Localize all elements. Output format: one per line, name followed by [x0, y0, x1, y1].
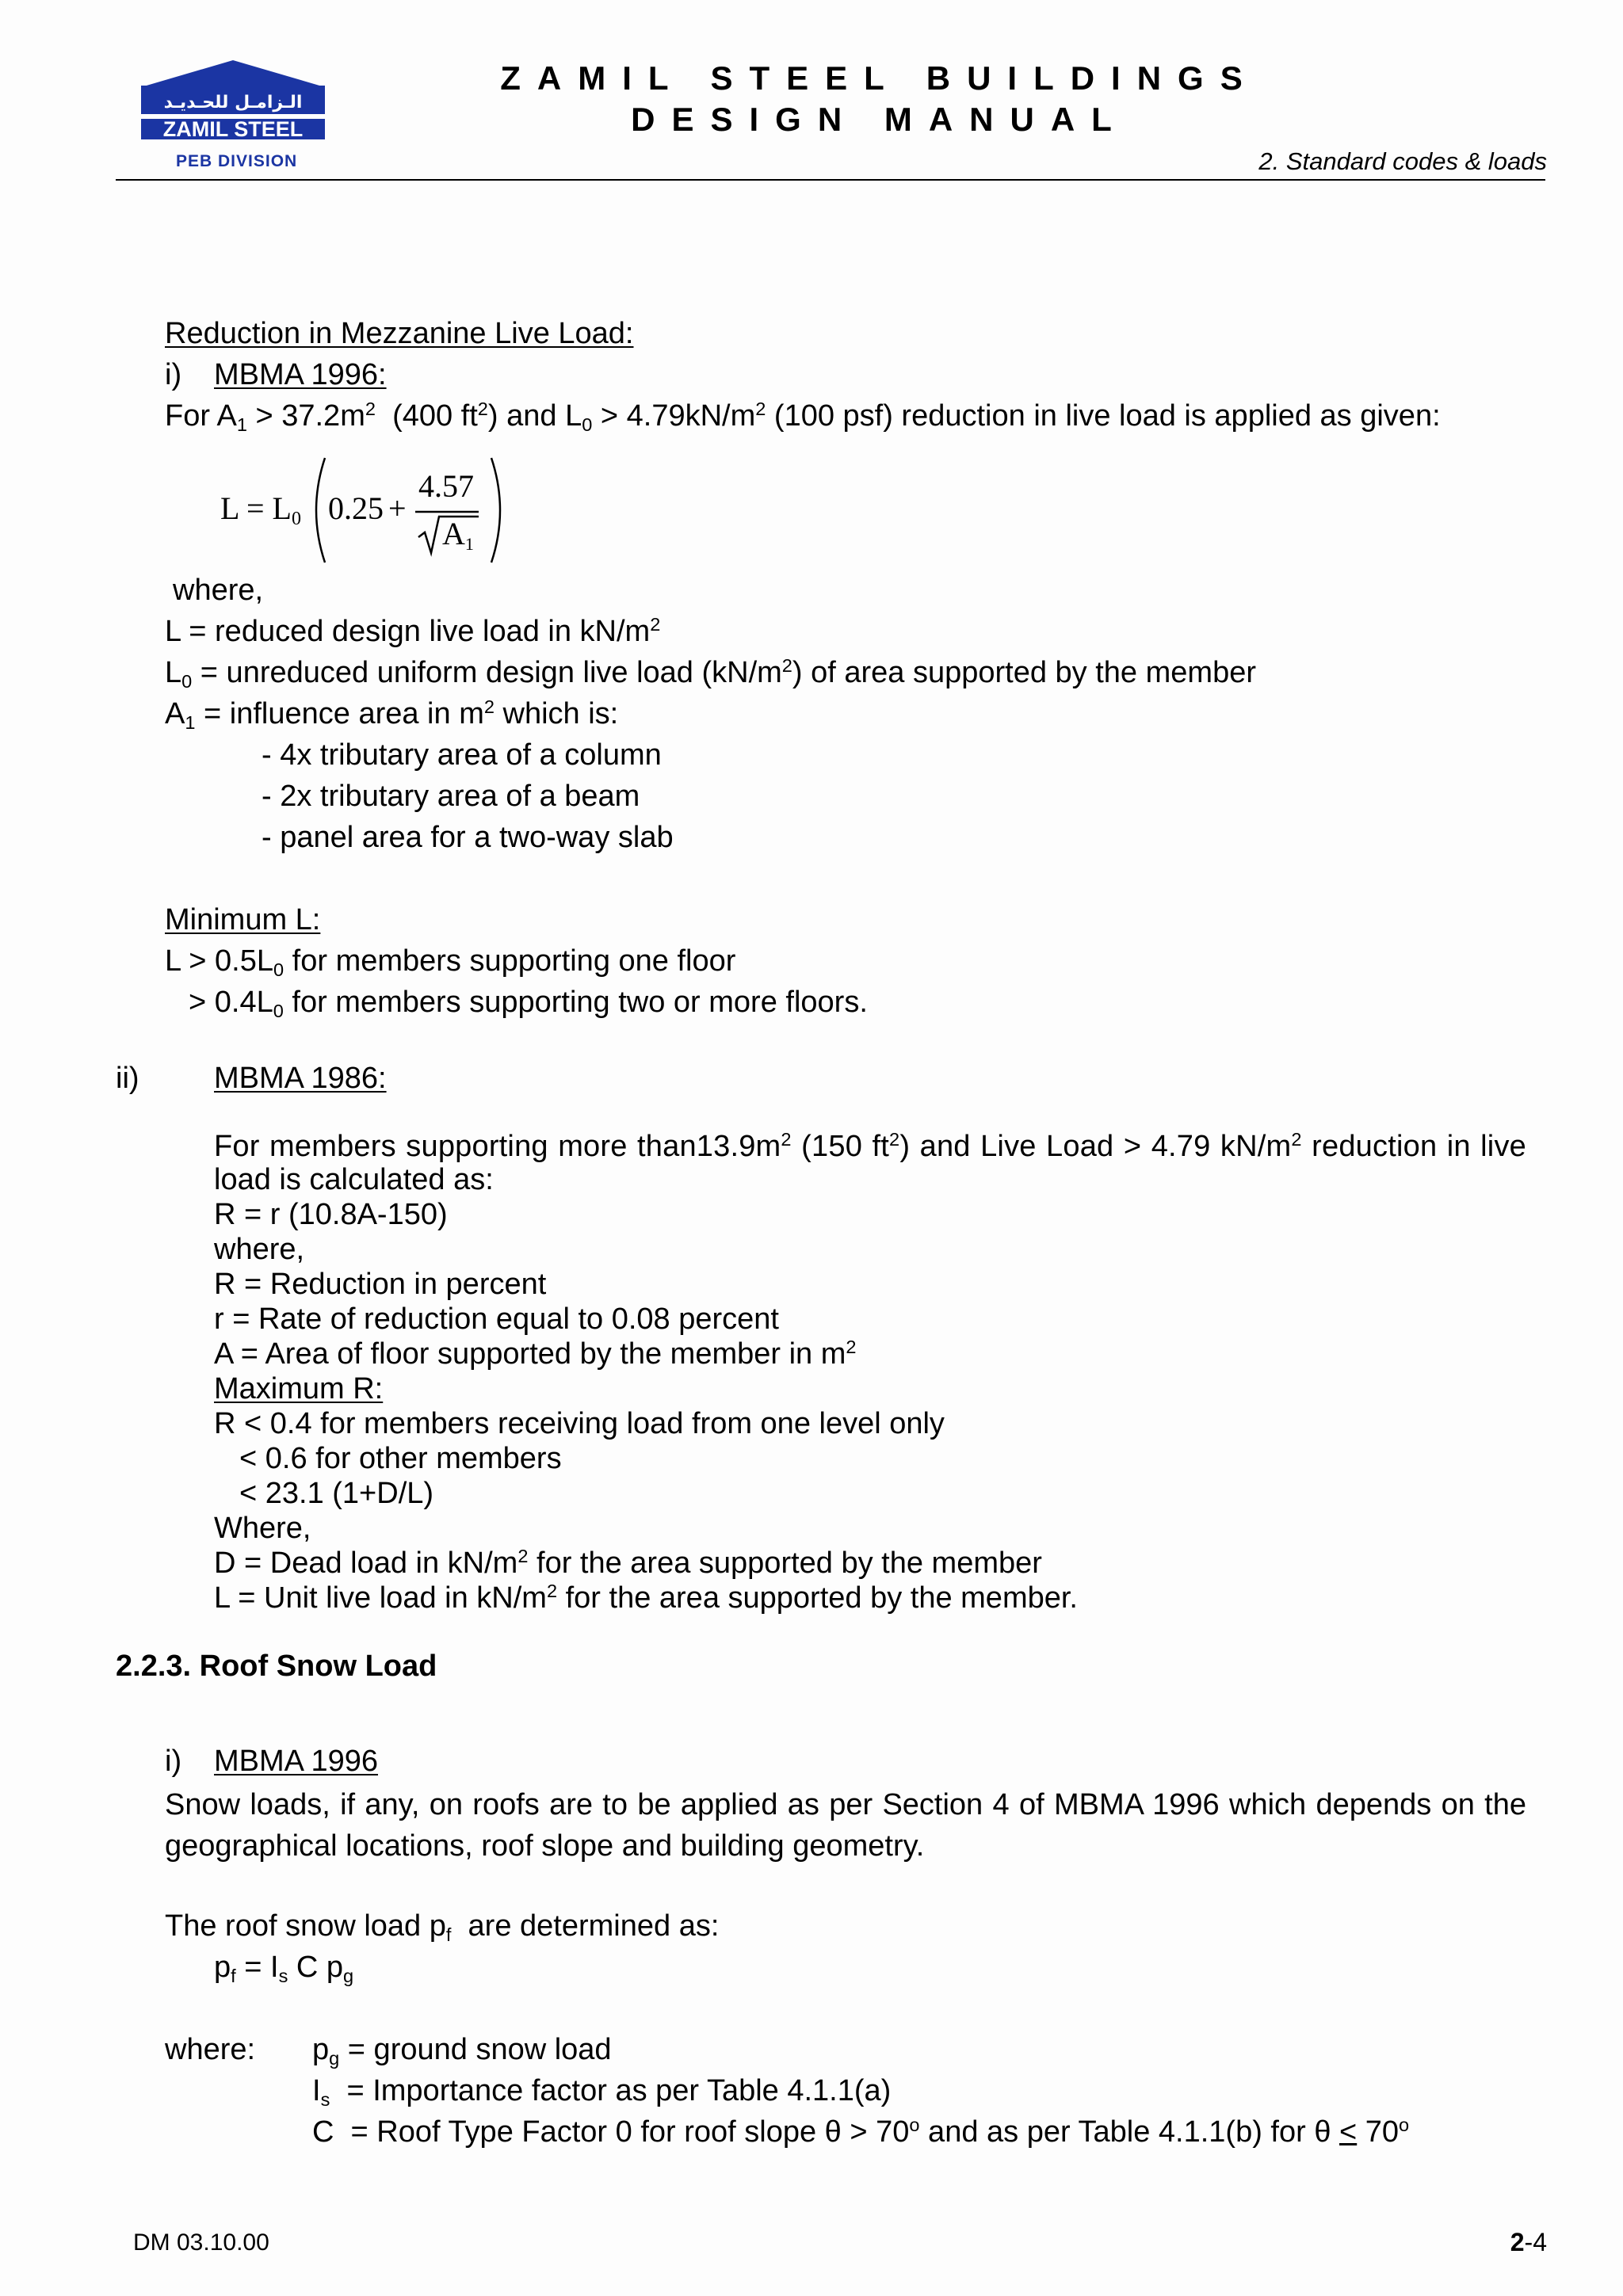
- header-title-line1: ZAMIL STEEL BUILDINGS: [500, 59, 1259, 97]
- snow-roof-load-intro: The roof snow load $p_f$ are determined as:: [165, 1909, 720, 1946]
- formula-denominator: $A_1$: [442, 516, 474, 554]
- def-R: R = Reduction in percent: [214, 1268, 547, 1301]
- def-L0: $L_0$ = unreduced uniform design live load $(kN/m^2)$ of area supported by the member: [165, 655, 1256, 692]
- formula-constant: 0.25: [328, 490, 384, 526]
- mbma1986-formula: R = r (10.8A-150): [214, 1198, 448, 1231]
- formula-lhs: $L = L_0$: [220, 490, 301, 530]
- minimum-L-line2: > $0.4L_0$ for members supporting two or more floors.: [189, 986, 868, 1022]
- footer-doc-id: DM 03.10.00: [133, 2229, 269, 2256]
- def-L: L = reduced design live load in $kN/m^2$: [165, 614, 661, 648]
- bullet-slab: - panel area for a two-way slab: [262, 821, 674, 854]
- mezz-where: where,: [173, 574, 264, 607]
- mbma1986-title: MBMA 1986:: [214, 1062, 387, 1095]
- snow-where: where:: [165, 2033, 256, 2066]
- logo-name-text: ZAMIL STEEL: [162, 117, 304, 141]
- header-section-label: 2. Standard codes & loads: [1258, 147, 1547, 175]
- mbma1986-paragraph-line1: For members supporting more $than13.9m^2$ (150 $ft^2$) and Live Load > 4.79 $kN/m^2$ reduction in live: [214, 1129, 1526, 1163]
- header-title-line2: DESIGN MANUAL: [631, 101, 1128, 138]
- header-rule: [116, 179, 1545, 181]
- maximum-R-line1: R < 0.4 for members receiving load from one level only: [214, 1407, 945, 1440]
- maximum-R-heading: Maximum R:: [214, 1372, 384, 1405]
- bullet-beam: - 2x tributary area of a beam: [262, 780, 640, 813]
- snow-item-number: i): [165, 1745, 182, 1778]
- peb-division-label: PEB DIVISION: [176, 152, 298, 170]
- mezz-item1-number: i): [165, 358, 182, 391]
- formula-plus: +: [388, 490, 407, 526]
- mezz-item1-title: MBMA 1996:: [214, 358, 387, 391]
- mbma1986-number: ii): [116, 1062, 139, 1095]
- def-A1: $A_1$ = influence area in $m^2$ which is:: [165, 696, 619, 734]
- def-Is: $I_s$ = Importance factor as per Table 4.1.1(a): [312, 2074, 892, 2111]
- def-A: A = Area of floor supported by the member in $m^2$: [214, 1337, 857, 1371]
- def-r: r = Rate of reduction equal to 0.08 percent: [214, 1302, 779, 1336]
- snow-item-title: MBMA 1996: [214, 1745, 378, 1778]
- minimum-L-line1: $L > 0.5L_0$ for members supporting one floor: [165, 944, 736, 981]
- bullet-column: - 4x tributary area of a column: [262, 738, 662, 772]
- snow-section-heading: 2.2.3. Roof Snow Load: [116, 1650, 437, 1683]
- minimum-L-heading: Minimum L:: [165, 903, 321, 936]
- maximum-R-line3: < 23.1 (1+D/L): [239, 1477, 434, 1510]
- formula-numerator: 4.57: [418, 468, 474, 504]
- mbma1986-paragraph-line2: load is calculated as:: [214, 1163, 494, 1196]
- logo-arabic-text: الـزامـل للحـديـد: [163, 93, 303, 113]
- maximum-R-line2: < 0.6 for other members: [239, 1442, 562, 1475]
- def-pg: $p_g$ = ground snow load: [312, 2033, 612, 2069]
- mezz-condition-text: For $A_1 > 37.2m^2$ (400 $ft^2$) and $L_0 > 4.79kN/m^2$ (100 psf) reduction in live load is applied as given:: [165, 399, 1441, 436]
- mbma1986-where2: Where,: [214, 1512, 311, 1545]
- snow-paragraph: Snow loads, if any, on roofs are to be applied as per Section 4 of MBMA 1996 which depends on the geographical locations, roof slope and building geometry.: [165, 1788, 1526, 1863]
- snow-formula: $p_f = I_s$ C $p_g$: [214, 1951, 354, 1987]
- def-L-unit: L = Unit live load in $kN/m^2$ for the area supported by the member.: [214, 1581, 1078, 1615]
- def-C: C = Roof Type Factor 0 for roof slope $\theta > 70^o$ and as per Table 4.1.1(b) for $\theta < 70^o$: [312, 2115, 1410, 2149]
- def-D: D = Dead load in $kN/m^2$ for the area supported by the member: [214, 1546, 1042, 1580]
- mezz-heading: Reduction in Mezzanine Live Load:: [165, 317, 634, 350]
- mbma1986-where: where,: [214, 1233, 305, 1266]
- footer-page-number: 2-4: [1510, 2228, 1547, 2256]
